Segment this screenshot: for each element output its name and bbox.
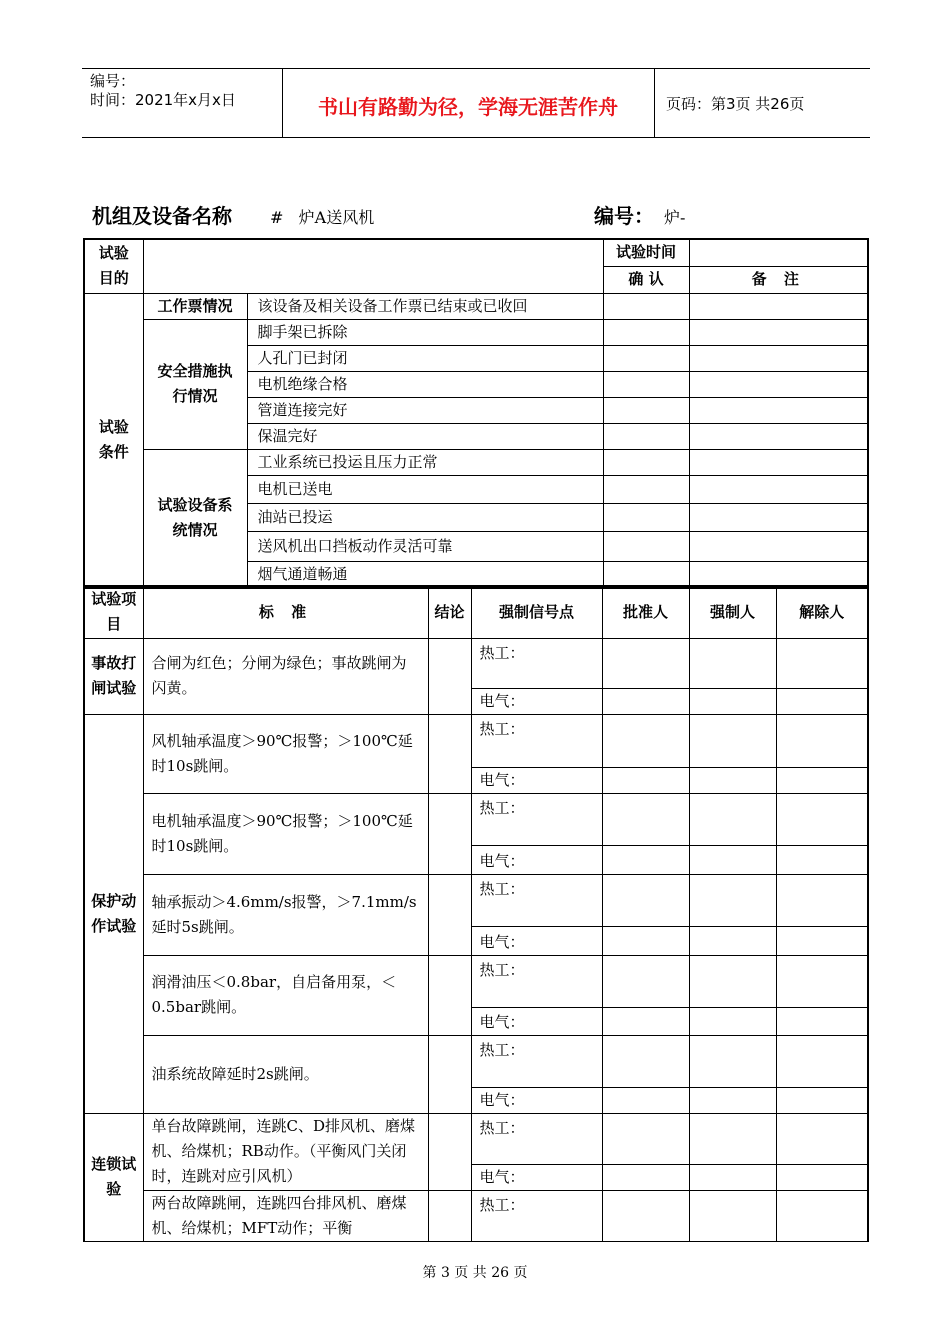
releaser-cell[interactable] [776, 793, 868, 845]
releaser-cell[interactable] [776, 1113, 868, 1164]
header-enforcer: 强制人 [689, 586, 776, 638]
approver-cell[interactable] [602, 793, 689, 845]
enforcer-cell[interactable] [689, 638, 776, 688]
thermal-signal[interactable]: 热工： [471, 714, 602, 767]
header-divider [654, 69, 655, 137]
remark-cell[interactable] [689, 371, 868, 397]
test-standard: 两台故障跳闸，连跳四台排风机、磨煤机、给煤机；MFT动作；平衡 [143, 1190, 428, 1241]
electrical-signal[interactable]: 电气： [471, 1087, 602, 1113]
thermal-signal[interactable]: 热工： [471, 955, 602, 1007]
header-meta [90, 72, 236, 110]
test-time-label: 试验时间 [603, 239, 689, 266]
electrical-signal[interactable]: 电气： [471, 688, 602, 714]
unit-name-value: # 炉A送风机 [270, 208, 375, 227]
section-label: 事故打闸试验 [84, 638, 143, 714]
thermal-signal[interactable]: 热工： [471, 1113, 602, 1164]
confirm-cell[interactable] [603, 561, 689, 588]
enforcer-cell[interactable] [689, 1190, 776, 1241]
header-code-label: 编号： [90, 72, 136, 90]
condition-item: 送风机出口挡板动作灵活可靠 [247, 531, 603, 561]
releaser-cell[interactable] [776, 638, 868, 688]
page-footer: 第 3 页 共 26 页 [422, 1265, 528, 1281]
confirm-cell[interactable] [603, 503, 689, 531]
approver-cell[interactable] [602, 1035, 689, 1087]
remark-header: 备 注 [689, 266, 868, 293]
header-approver: 批准人 [602, 586, 689, 638]
thermal-signal[interactable]: 热工： [471, 1190, 602, 1241]
releaser-cell[interactable] [776, 714, 868, 767]
enforcer-cell[interactable] [689, 1035, 776, 1087]
enforcer-cell[interactable] [689, 955, 776, 1007]
approver-cell[interactable] [602, 1164, 689, 1190]
tests-table [83, 585, 869, 1242]
test-standard: 油系统故障延时2s跳闸。 [143, 1035, 428, 1113]
enforcer-cell[interactable] [689, 874, 776, 926]
releaser-cell[interactable] [776, 845, 868, 874]
approver-cell[interactable] [602, 688, 689, 714]
thermal-signal[interactable]: 热工： [471, 874, 602, 926]
conclusion-cell[interactable] [428, 714, 471, 793]
conditions-table [83, 238, 869, 589]
test-standard: 电机轴承温度＞90℃报警；＞100℃延时10s跳闸。 [143, 793, 428, 874]
electrical-signal[interactable]: 电气： [471, 767, 602, 793]
approver-cell[interactable] [602, 767, 689, 793]
releaser-cell[interactable] [776, 1087, 868, 1113]
confirm-cell[interactable] [603, 423, 689, 449]
header-item: 试验项目 [84, 586, 143, 638]
condition-group-label: 工作票情况 [143, 293, 247, 319]
header-conclusion: 结论 [428, 586, 471, 638]
conclusion-cell[interactable] [428, 1190, 471, 1241]
releaser-cell[interactable] [776, 1190, 868, 1241]
condition-item: 烟气通道畅通 [247, 561, 603, 588]
enforcer-cell[interactable] [689, 845, 776, 874]
confirm-cell[interactable] [603, 319, 689, 345]
conclusion-cell[interactable] [428, 955, 471, 1035]
test-standard: 轴承振动＞4.6mm/s报警，＞7.1mm/s延时5s跳闸。 [143, 874, 428, 955]
approver-cell[interactable] [602, 1007, 689, 1035]
approver-cell[interactable] [602, 714, 689, 767]
remark-cell[interactable] [689, 531, 868, 561]
confirm-cell[interactable] [603, 531, 689, 561]
condition-group-label: 试验设备系统情况 [143, 449, 247, 588]
conclusion-cell[interactable] [428, 1113, 471, 1190]
conclusion-cell[interactable] [428, 793, 471, 874]
test-standard: 润滑油压＜0.8bar，自启备用泵，＜0.5bar跳闸。 [143, 955, 428, 1035]
thermal-signal[interactable]: 热工： [471, 638, 602, 688]
condition-item: 电机绝缘合格 [247, 371, 603, 397]
code-label: 编号： [594, 204, 654, 228]
releaser-cell[interactable] [776, 926, 868, 955]
test-time-value[interactable] [689, 239, 868, 266]
enforcer-cell[interactable] [689, 1113, 776, 1164]
condition-item: 电机已送电 [247, 475, 603, 503]
confirm-cell[interactable] [603, 293, 689, 319]
enforcer-cell[interactable] [689, 793, 776, 845]
confirm-cell[interactable] [603, 345, 689, 371]
remark-cell[interactable] [689, 475, 868, 503]
test-standard: 合闸为红色；分闸为绿色；事故跳闸为闪黄。 [143, 638, 428, 714]
enforcer-cell[interactable] [689, 767, 776, 793]
remark-cell[interactable] [689, 293, 868, 319]
approver-cell[interactable] [602, 638, 689, 688]
enforcer-cell[interactable] [689, 1164, 776, 1190]
condition-item: 工业系统已投运且压力正常 [247, 449, 603, 475]
remark-cell[interactable] [689, 345, 868, 371]
releaser-cell[interactable] [776, 874, 868, 926]
page-header [82, 68, 870, 138]
condition-item: 该设备及相关设备工作票已结束或已收回 [247, 293, 603, 319]
remark-cell[interactable] [689, 397, 868, 423]
releaser-cell[interactable] [776, 1035, 868, 1087]
header-releaser: 解除人 [776, 586, 868, 638]
enforcer-cell[interactable] [689, 1087, 776, 1113]
section-label: 保护动作试验 [84, 714, 143, 1113]
conclusion-cell[interactable] [428, 874, 471, 955]
enforcer-cell[interactable] [689, 714, 776, 767]
remark-cell[interactable] [689, 319, 868, 345]
approver-cell[interactable] [602, 1113, 689, 1164]
code-value: 炉- [664, 208, 686, 227]
condition-item: 保温完好 [247, 423, 603, 449]
section-label: 连锁试验 [84, 1113, 143, 1241]
confirm-cell[interactable] [603, 475, 689, 503]
header-motto: 书山有路勤为径，学海无涯苦作舟 [318, 95, 618, 119]
confirm-cell[interactable] [603, 371, 689, 397]
remark-cell[interactable] [689, 423, 868, 449]
approver-cell[interactable] [602, 1087, 689, 1113]
approver-cell[interactable] [602, 955, 689, 1007]
condition-item: 油站已投运 [247, 503, 603, 531]
test-standard: 单台故障跳闸，连跳C、D排风机、磨煤机、给煤机；RB动作。（平衡风门关闭时，连跳对应引风机） [143, 1113, 428, 1190]
test-standard: 风机轴承温度＞90℃报警；＞100℃延时10s跳闸。 [143, 714, 428, 793]
header-standard: 标 准 [143, 586, 428, 638]
header-time: 时间：2021年x月x日 [90, 91, 236, 109]
approver-cell[interactable] [602, 845, 689, 874]
enforcer-cell[interactable] [689, 926, 776, 955]
conclusion-cell[interactable] [428, 638, 471, 714]
remark-cell[interactable] [689, 503, 868, 531]
electrical-signal[interactable]: 电气： [471, 926, 602, 955]
electrical-signal[interactable]: 电气： [471, 1007, 602, 1035]
purpose-value[interactable] [143, 239, 603, 293]
confirm-cell[interactable] [603, 397, 689, 423]
condition-group-label: 安全措施执行情况 [143, 319, 247, 449]
unit-name-label: 机组及设备名称 [92, 204, 232, 228]
approver-cell[interactable] [602, 1190, 689, 1241]
approver-cell[interactable] [602, 874, 689, 926]
header-page-info: 页码：第3页 共26页 [666, 95, 805, 113]
condition-item: 脚手架已拆除 [247, 319, 603, 345]
releaser-cell[interactable] [776, 767, 868, 793]
header-signal: 强制信号点 [471, 586, 602, 638]
enforcer-cell[interactable] [689, 1007, 776, 1035]
remark-cell[interactable] [689, 561, 868, 588]
condition-item: 人孔门已封闭 [247, 345, 603, 371]
confirm-header: 确 认 [603, 266, 689, 293]
releaser-cell[interactable] [776, 1164, 868, 1190]
releaser-cell[interactable] [776, 1007, 868, 1035]
releaser-cell[interactable] [776, 955, 868, 1007]
electrical-signal[interactable]: 电气： [471, 845, 602, 874]
conditions-label: 试验条件 [84, 293, 143, 588]
releaser-cell[interactable] [776, 688, 868, 714]
condition-item: 管道连接完好 [247, 397, 603, 423]
conclusion-cell[interactable] [428, 1035, 471, 1113]
remark-cell[interactable] [689, 449, 868, 475]
purpose-label: 试验目的 [84, 239, 143, 293]
approver-cell[interactable] [602, 926, 689, 955]
confirm-cell[interactable] [603, 449, 689, 475]
electrical-signal[interactable]: 电气： [471, 1164, 602, 1190]
enforcer-cell[interactable] [689, 688, 776, 714]
thermal-signal[interactable]: 热工： [471, 1035, 602, 1087]
document-title-row [92, 200, 872, 230]
thermal-signal[interactable]: 热工： [471, 793, 602, 845]
